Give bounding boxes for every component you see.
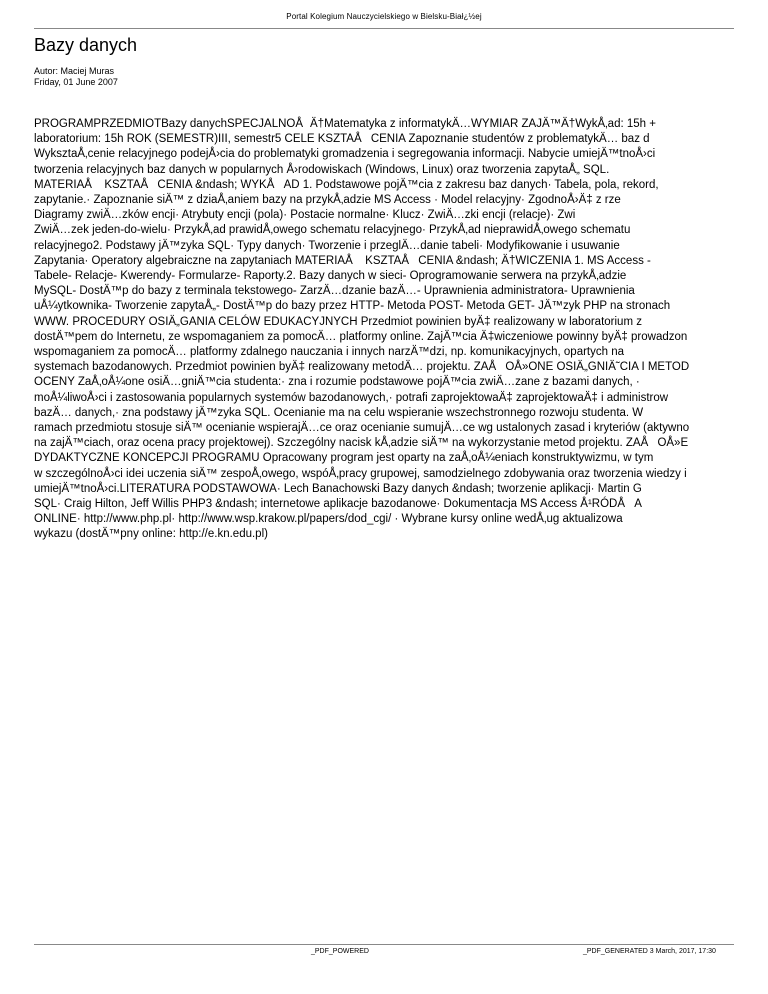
body-line: systemach bazodanowych. Przedmiot powinien byÄ‡ realizowany metodÄ… projektu. ZAÅOÅ»ONE OSIÄ„GNIÄ˜CIA I METOD — [34, 361, 690, 374]
body-line: dostÄ™pem do Internetu, ze wspomaganiem za pomocÄ… platformy online. ZajÄ™cia Ä‡wiczeniowe powinny byÄ‡ prowadzon — [34, 330, 688, 343]
body-line: tworzenia relacyjnych baz danych w popularnych Å›rodowiskach (Windows, Linux) oraz tworzenia zapytaÅ„ SQL. — [34, 163, 610, 176]
article-date: Friday, 01 June 2007 — [34, 77, 118, 87]
body-line: moÅ¼liwoÅ›ci i zastosowania popularnych systemów bazodanowych,· potrafi zaprojektowaÄ‡ zaprojektowaÄ‡ i administrow — [34, 391, 669, 404]
body-line: relacyjnego2. Podstawy jÄ™zyka SQL· Typy danych· Tworzenie i przeglÄ…danie tabeli· Modyfikowanie i usuwanie — [34, 239, 620, 252]
body-line: laboratorium: 15h ROK (SEMESTR)III, semestr5 CELE KSZTAÅCENIA Zapoznanie studentów z problematykÄ… baz d — [34, 133, 650, 146]
body-line: ONLINE· http://www.php.pl· http://www.wsp.krakow.pl/papers/dod_cgi/ · Wybrane kursy online wedÅ‚ug aktualizowa — [34, 513, 623, 526]
body-line: PROGRAMPRZEDMIOTBazy danychSPECJALNOÅÄ†Matematyka z informatykÄ…WYMIAR ZAJÄ™Ä†WykÅ‚ad: 15h + — [34, 118, 656, 130]
body-line: WyksztaÅ‚cenie relacyjnego podejÅ›cia do problematyki gromadzenia i segregowania informacji. Nabycie umiejÄ™tnoÅ›ci — [34, 148, 656, 161]
body-line: bazÄ… danych,· zna podstawy jÄ™zyka SQL. Ocenianie ma na celu wspieranie wszechstronnego rozwoju studenta. W — [34, 406, 644, 419]
body-line: MySQL- DostÄ™p do bazy z terminala tekstowego- ZarzÄ…dzanie bazÄ…- Uprawnienia administratora- Uprawnienia — [34, 285, 635, 298]
body-line: wspomaganiem za pomocÄ… platformy zdalnego nauczania i innych narzÄ™dzi, np. komunikacyjnych, opartych na — [34, 346, 624, 359]
body-line: Diagramy zwiÄ…zków encji· Atrybuty encji (pola)· Postacie normalne· Klucz· ZwiÄ…zki encji (relacje)· Zwi — [34, 209, 576, 222]
body-line: MATERIAÅ KSZTAÅCENIA &ndash; WYKÅAD 1. Podstawowe pojÄ™cia z zakresu baz danych· Tabela, pola, rekord, — [34, 178, 659, 191]
body-line: wykazu (dostÄ™pny online: http://e.kn.edu.pl) — [34, 528, 268, 541]
body-line: SQL· Craig Hilton, Jeff Willis PHP3 &ndash; internetowe aplikacje bazodanowe· Dokumentacja MS Access Å¹RÓDÅA — [34, 498, 642, 511]
body-line: ramach przedmiotu stosuje siÄ™ ocenianie wspierajÄ…ce oraz ocenianie sumujÄ…ce wg ustalonych zasad i kryteriów (aktywno — [34, 422, 690, 435]
body-line: Zapytania· Operatory algebraiczne na zapytaniach MATERIAÅ KSZTAÅCENIA &ndash; Ä†WICZENIA 1. MS Access - — [34, 254, 651, 267]
portal-header: Portal Kolegium Nauczycielskiego w Bielsku-Biał¿½ej — [286, 12, 482, 21]
body-line: na zajÄ™ciach, oraz ocena pracy projektowej). Szczególny nacisk kÅ‚adzie siÄ™ na wykorzystanie metod projektu. ZAÅOÅ»E — [34, 437, 689, 450]
article-meta — [34, 66, 118, 88]
body-line: OCENY ZaÅ‚oÅ¼one osiÄ…gniÄ™cia studenta:· zna i rozumie podstawowe pojÄ™cia zwiÄ…zane z bazami danych, · — [34, 376, 640, 389]
footer-divider — [34, 944, 734, 945]
body-line: Tabele- Relacje- Kwerendy- Formularze- Raporty.2. Bazy danych w sieci- Oprogramowanie serwera na przykÅ‚adzie — [34, 270, 627, 283]
article-body — [34, 117, 768, 541]
body-line: WWW. PROCEDURY OSIÄ„GANIA CELÓW EDUKACYJNYCH Przedmiot powinien byÄ‡ realizowany w laboratorium z — [34, 315, 642, 328]
body-line: ZwiÄ…zek jeden-do-wielu· PrzykÅ‚ad prawidÅ‚owego schematu relacyjnego· PrzykÅ‚ad nieprawidÅ‚owego schematu — [34, 224, 631, 237]
body-line: umiejÄ™tnoÅ›ci.LITERATURA PODSTAWOWA· Lech Banachowski Bazy danych &ndash; tworzenie aplikacji· Martin G — [34, 482, 642, 495]
header-divider — [34, 28, 734, 29]
body-line: zapytanie.· Zapoznanie siÄ™ z dziaÅ‚aniem bazy na przykÅ‚adzie MS Access · Model relacyjny· ZgodnoÅ›Ä‡ z rze — [34, 194, 621, 207]
body-line: uÅ¼ytkownika- Tworzenie zapytaÅ„- DostÄ™p do bazy przez HTTP- Metoda POST- Metoda GET- JÄ™zyk PHP na stronach — [34, 300, 671, 313]
footer-powered: _PDF_POWERED — [311, 948, 369, 955]
body-line: w szczególnoÅ›ci idei uczenia siÄ™ zespoÅ‚owego, wspóÅ‚pracy grupowej, samodzielnego zdobywania oraz tworzenia wiedzy i — [34, 467, 687, 480]
body-line: DYDAKTYCZNE KONCEPCJI PROGRAMU Opracowany program jest oparty na zaÅ‚oÅ¼eniach konstruktywizmu, w tym — [34, 452, 654, 465]
article-author: Autor: Maciej Muras — [34, 66, 115, 76]
article-title: Bazy danych — [34, 35, 138, 55]
footer-generated: _PDF_GENERATED 3 March, 2017, 17:30 — [583, 948, 716, 955]
